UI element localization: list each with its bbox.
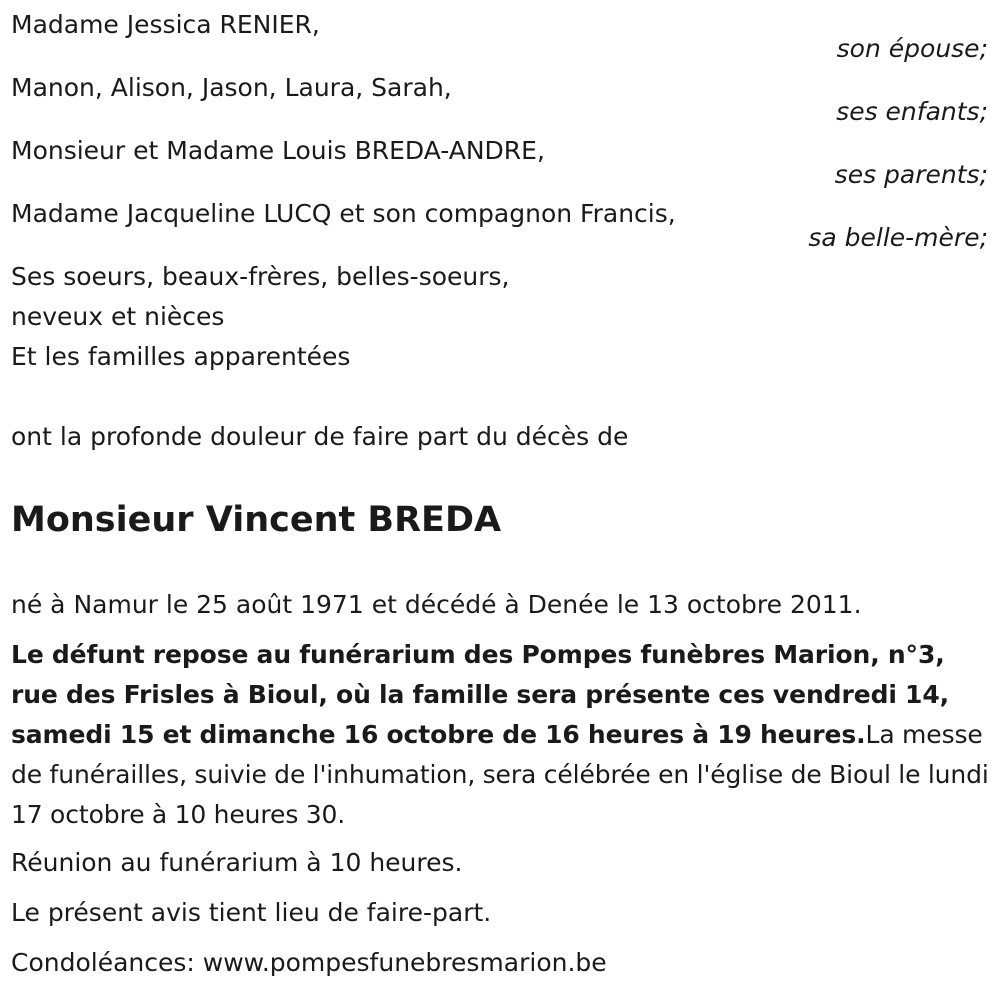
announcement-text: ont la profonde douleur de faire part du décès de (11, 422, 629, 451)
family-name-parents: Monsieur et Madame Louis BREDA-ANDRE, (11, 136, 545, 165)
other-family-line-3: Et les familles apparentées (11, 342, 351, 371)
family-name-children: Manon, Alison, Jason, Laura, Sarah, (11, 73, 452, 102)
family-relation-mother-in-law: sa belle-mère; (808, 223, 988, 252)
meeting-info: Réunion au funérarium à 10 heures. (11, 848, 463, 877)
funeral-details (11, 635, 991, 835)
other-family-line-2: neveux et nièces (11, 302, 225, 331)
deceased-name: Monsieur Vincent BREDA (11, 500, 502, 540)
visitation-details: Le défunt repose au funérarium des Pompes funèbres Marion, n°3, rue des Frisles à Bioul, où la famille sera présente ces vendredi 14, samedi 15 et dimanche 16 octobre de 16 heures à 19 heures. (11, 640, 950, 749)
birth-death-info: né à Namur le 25 août 1971 et décédé à Denée le 13 octobre 2011. (11, 590, 862, 619)
family-name-mother-in-law: Madame Jacqueline LUCQ et son compagnon Francis, (11, 199, 676, 228)
family-relation-parents: ses parents; (834, 160, 988, 189)
condolences-info: Condoléances: www.pompesfunebresmarion.be (11, 948, 607, 977)
notice-info: Le présent avis tient lieu de faire-part. (11, 898, 492, 927)
family-relation-children: ses enfants; (836, 97, 988, 126)
other-family-line-1: Ses soeurs, beaux-frères, belles-soeurs, (11, 262, 510, 291)
family-name-spouse: Madame Jessica RENIER, (11, 10, 320, 39)
funeral-mass-details: La messe de funérailles, suivie de l'inhumation, sera célébrée en l'église de Bioul le lundi 17 octobre à 10 heures 30. (11, 720, 989, 829)
family-relation-spouse: son épouse; (836, 34, 988, 63)
